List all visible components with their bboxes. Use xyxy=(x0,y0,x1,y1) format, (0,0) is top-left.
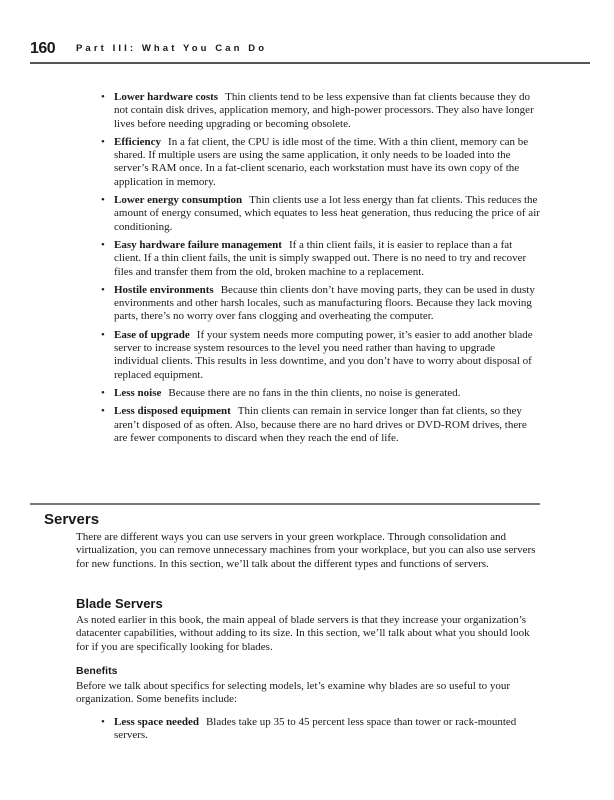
list-item-term: Less space needed xyxy=(114,716,199,728)
list-item-term: Hostile environments xyxy=(114,283,214,296)
list-item-term: Less noise xyxy=(114,386,162,399)
list-item-text: Blades take up 35 to 45 percent less space than tower or rack-mounted servers. xyxy=(114,716,517,742)
list-item xyxy=(100,284,540,324)
bullet-glyph: • xyxy=(101,328,105,341)
running-head: Part III: What You Can Do xyxy=(76,43,268,54)
bullet-glyph: • xyxy=(101,135,105,148)
blade-servers-paragraph: As noted earlier in this book, the main appeal of blade servers is that they increase your organization’s datacenter capabilities, without adding to its size. In this section, we’ll talk about what you should look for if you are specifically looking for blades. xyxy=(76,614,530,653)
list-item-term: Lower energy consumption xyxy=(114,194,243,207)
list-item-text: Because thin clients don’t have moving parts, they can be used in dusty environments and other harsh locales, such as manufacturing floors. Because they lack moving parts, there’s no worry over fans clogging and overheating the computer. xyxy=(114,283,535,323)
benefits-paragraph: Before we talk about specifics for selecting models, let’s examine why blades are so useful to your organization. Some benefits include: xyxy=(76,680,511,706)
page-header xyxy=(30,40,590,64)
page-number: 160 xyxy=(30,40,56,57)
list-item-text: Thin clients tend to be less expensive than fat clients because they do not contain disk drives, application memory, and high-power processors. They also have longer lives before needing upgrading or becoming obsolete. xyxy=(114,91,534,130)
bullet-glyph: • xyxy=(101,238,105,251)
list-item-term: Less disposed equipment xyxy=(114,405,231,418)
list-item xyxy=(100,91,540,131)
servers-heading: Servers xyxy=(44,511,100,528)
blade-servers-heading: Blade Servers xyxy=(76,596,163,611)
list-item-text: Thin clients use a lot less energy than fat clients. This reduces the amount of energy consumed, which equates to less heat generation, thus reducing the price of air conditioning. xyxy=(114,194,540,233)
bullet-glyph: • xyxy=(101,386,105,399)
benefits-heading: Benefits xyxy=(76,665,118,677)
header-rule xyxy=(30,62,590,64)
bullet-glyph: • xyxy=(101,405,105,418)
bullet-glyph: • xyxy=(101,91,105,103)
list-item xyxy=(100,329,540,382)
list-item-term: Efficiency xyxy=(114,135,162,148)
list-item-text: Because there are no fans in the thin clients, no noise is generated. xyxy=(168,386,461,399)
servers-paragraph: There are different ways you can use servers in your green workplace. Through consolidation and virtualization, you can remove unnecessary machines from your workplace, but you can also use servers for new functions. In this section, we’ll talk about the different types and functions of servers. xyxy=(76,531,536,570)
list-item xyxy=(100,239,540,279)
list-item xyxy=(100,405,540,445)
section-rule xyxy=(30,503,540,505)
list-item-term: Easy hardware failure management xyxy=(114,238,282,251)
bullet-glyph: • xyxy=(101,194,105,207)
list-item-term: Ease of upgrade xyxy=(114,328,190,341)
list-item xyxy=(100,194,540,234)
thin-client-benefits-list xyxy=(100,91,540,450)
list-item xyxy=(100,716,540,743)
list-item-text: Thin clients can remain in service longer than fat clients, so they aren’t disposed of as often. Also, because there are no hard drives or DVD-ROM drives, there are fewer components to discard when they reach the end of life. xyxy=(114,405,527,444)
list-item-term: Lower hardware costs xyxy=(114,91,219,103)
blade-benefits-list xyxy=(100,716,540,743)
list-item xyxy=(100,387,540,400)
list-item xyxy=(100,136,540,189)
bullet-glyph: • xyxy=(101,283,105,296)
list-item-text: In a fat client, the CPU is idle most of the time. With a thin client, memory can be shared. If multiple users are using the same application, it only needs to be loaded into the server’s RAM once. In a fat-client scenario, each workstation must have its own copy of the application in memory. xyxy=(114,135,529,188)
bullet-glyph: • xyxy=(101,716,105,728)
list-item-text: If a thin client fails, it is easier to replace than a fat client. If a thin client fails, the unit is simply swapped out. There is no need to try and recover files and transfer them from the old, broken machine to a replacement. xyxy=(114,238,527,278)
list-item-text: If your system needs more computing power, it’s easier to add another blade server to increase system resources to the level you need rather than having to upgrade individual clients. This results in less downtime, and you don’t have to worry about disposal of replaced equipment. xyxy=(114,328,533,381)
